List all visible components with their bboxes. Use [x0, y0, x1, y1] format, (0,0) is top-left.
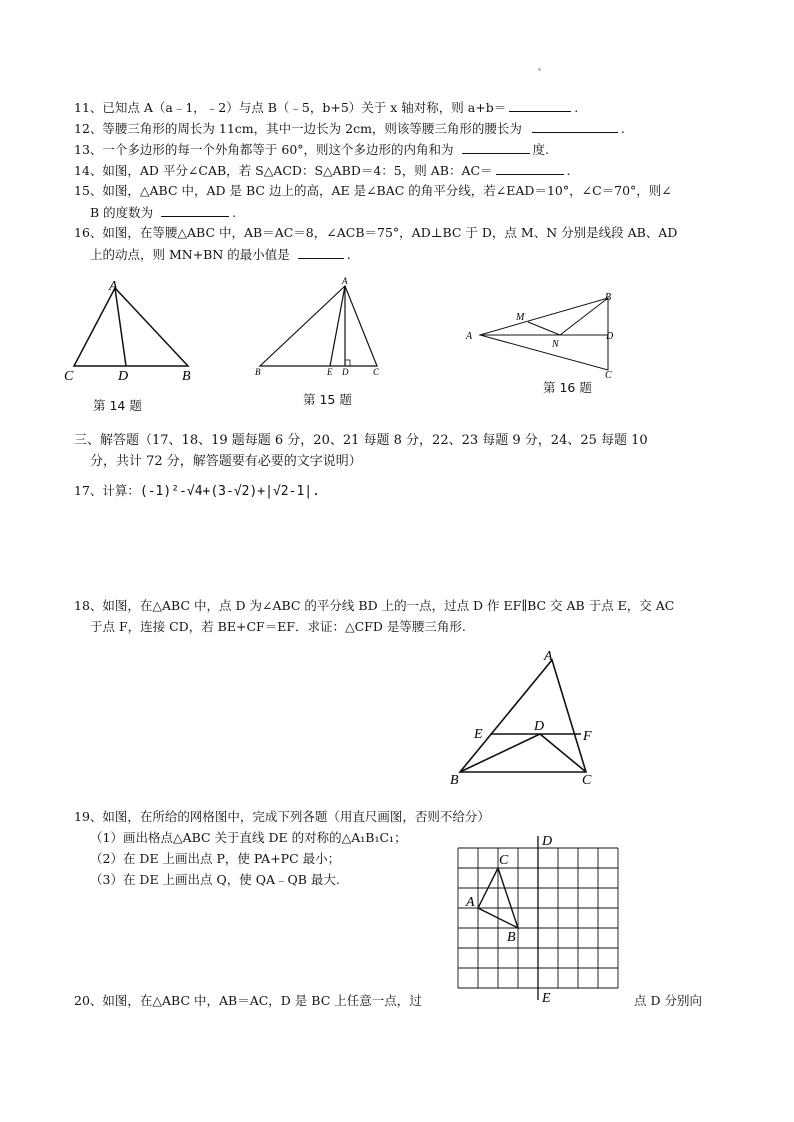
question-19-item1: [90, 829, 407, 847]
q15-line2: B 的度数为: [90, 205, 154, 220]
answer-blank[interactable]: [462, 140, 530, 154]
figure-16-caption: 第 16 题: [543, 380, 592, 395]
q19-line1: 19、如图，在所给的网格图中，完成下列各题（用直尺画图，否则不给分）: [74, 809, 490, 824]
q20-left: 20、如图，在△ABC 中，AB＝AC，D 是 BC 上任意一点，过: [74, 993, 422, 1008]
question-16-line2: [90, 245, 351, 264]
label-b: B: [182, 369, 191, 384]
q16-end: .: [346, 247, 351, 262]
q12-end: .: [620, 121, 625, 136]
answer-blank[interactable]: [532, 119, 618, 133]
label-c: C: [64, 369, 74, 384]
figure-19-grid: [448, 828, 638, 1008]
label-b: B: [507, 930, 516, 945]
q18-line2: 于点 F，连接 CD，若 BE+CF＝EF．求证：△CFD 是等腰三角形.: [90, 619, 466, 634]
question-15-line2: [90, 203, 236, 222]
label-c: C: [582, 773, 592, 788]
label-n: N: [552, 339, 559, 350]
q15-end: .: [232, 205, 237, 220]
label-d: D: [118, 369, 129, 384]
label-c: C: [373, 367, 380, 377]
q17-label: 17、计算：: [74, 483, 140, 498]
figure-14-caption: 第 14 题: [93, 398, 142, 413]
figure-18: [448, 648, 618, 788]
question-12: [74, 119, 625, 138]
question-16-line1: [74, 224, 677, 242]
label-b: B: [605, 292, 612, 303]
question-15-line1: [74, 182, 672, 200]
label-f: F: [583, 729, 592, 744]
question-11: [74, 98, 578, 117]
section3-line1: 三、解答题（17、18、19 题每题 6 分，20、21 每题 8 分，22、23 每题 9 分，24、25 每题 10: [74, 433, 648, 448]
q16-line2: 上的动点，则 MN+BN 的最小值是: [90, 247, 290, 262]
q16-line1: 16、如图，在等腰△ABC 中，AB＝AC＝8，∠ACB＝75°，AD⊥BC 于 D，点 M、N 分别是线段 AB、AD: [74, 225, 678, 240]
label-a: A: [342, 276, 348, 286]
label-d: D: [542, 834, 553, 849]
section-3-heading-line2: [90, 453, 362, 471]
question-19-item2: [90, 850, 340, 868]
q20-right: 点 D 分别向: [634, 993, 702, 1008]
segment-bd: [460, 734, 540, 772]
segment-bn: [560, 298, 608, 335]
label-c: C: [499, 853, 509, 868]
triangle-abc: [260, 286, 377, 366]
q13-text: 13、一个多边形的每一个外角都等于 60°，则这个多边形的内角和为: [74, 142, 454, 157]
question-20-right: [634, 992, 702, 1010]
segment-ad: [115, 288, 126, 366]
figure-16: [460, 290, 620, 380]
q19-item1: （1）画出格点△ABC 关于直线 DE 的对称的△A₁B₁C₁；: [90, 830, 407, 845]
segment-mn: [528, 322, 560, 335]
question-20-left: [74, 992, 422, 1010]
q19-item2: （2）在 DE 上画出点 P，使 PA+PC 最小；: [90, 851, 341, 866]
question-17: [74, 482, 320, 501]
question-18-line1: [74, 597, 674, 615]
question-13: [74, 140, 549, 159]
label-a: A: [466, 895, 475, 910]
segment-cd: [540, 734, 586, 772]
q18-line1: 18、如图，在△ABC 中，点 D 为∠ABC 的平分线 BD 上的一点，过点 D 作 EF∥BC 交 AB 于点 E，交 AC: [74, 598, 675, 613]
label-b: B: [255, 367, 261, 377]
q11-text: 11、已知点 A（a﹣1，﹣2）与点 B（﹣5，b+5）关于 x 轴对称，则 a+b＝: [74, 100, 507, 115]
triangle-abc: [480, 298, 608, 370]
q13-end: 度.: [532, 142, 550, 157]
label-a: A: [466, 331, 473, 342]
label-a: A: [544, 649, 553, 664]
q19-item3: （3）在 DE 上画出点 Q，使 QA﹣QB 最大.: [90, 872, 340, 887]
page-dot: [538, 68, 541, 71]
triangle-abc: [74, 288, 188, 366]
label-a: A: [109, 279, 118, 294]
answer-blank[interactable]: [509, 98, 571, 112]
figure-15-caption: 第 15 题: [303, 392, 352, 407]
q17-expression: (-1)²-√4+(3-√2)+|√2-1|.: [139, 484, 320, 499]
question-14: [74, 161, 571, 180]
label-e: E: [542, 991, 551, 1006]
section3-line2: 分，共计 72 分，解答题要有必要的文字说明）: [90, 454, 362, 469]
q11-end: .: [574, 100, 579, 115]
answer-blank[interactable]: [161, 203, 229, 217]
label-d: D: [606, 331, 614, 342]
q12-text: 12、等腰三角形的周长为 11cm，其中一边长为 2cm，则该等腰三角形的腰长为: [74, 121, 522, 136]
label-e: E: [474, 727, 483, 742]
question-18-line2: [90, 618, 466, 636]
figure-14: [60, 280, 200, 390]
q14-end: .: [566, 163, 571, 178]
figure-15: [250, 278, 390, 378]
q14-text: 14、如图，AD 平分∠CAB，若 S△ACD：S△ABD＝4：5，则 AB：AC＝: [74, 163, 493, 178]
triangle-abc: [460, 660, 586, 772]
label-b: B: [450, 773, 459, 788]
question-19-line1: [74, 808, 490, 826]
right-angle-mark: [345, 360, 350, 366]
label-d: D: [534, 719, 545, 734]
label-m: M: [516, 312, 525, 323]
section-3-heading-line1: [74, 432, 648, 450]
label-d: D: [342, 367, 349, 377]
question-19-item3: [90, 871, 340, 889]
answer-blank[interactable]: [298, 245, 344, 259]
label-c: C: [605, 370, 612, 381]
label-e: E: [327, 367, 333, 377]
q15-line1: 15、如图，△ABC 中，AD 是 BC 边上的高，AE 是∠BAC 的角平分线，若∠EAD＝10°，∠C＝70°，则∠: [74, 183, 672, 198]
answer-blank[interactable]: [496, 161, 564, 175]
